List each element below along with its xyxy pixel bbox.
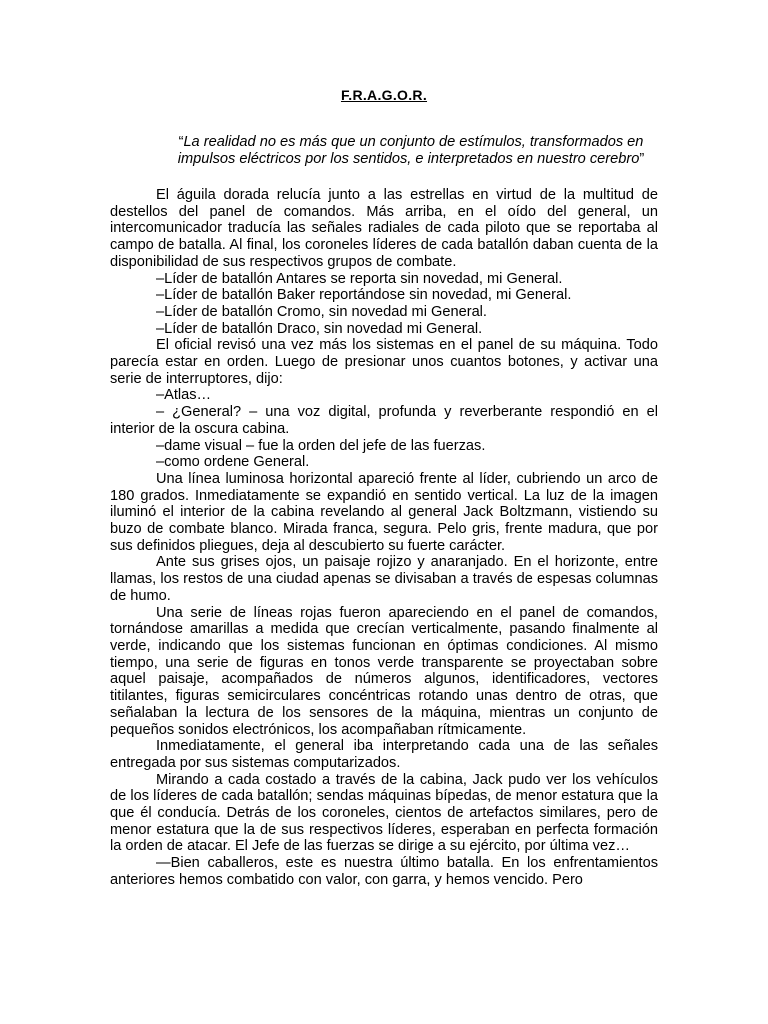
epigraph-text: La realidad no es más que un conjunto de estímulos, transformados en impulsos eléctricos por los sentidos, e interpretados en nuestro cerebro [177, 134, 644, 167]
dialogue-line: – ¿General? – una voz digital, profunda y reverberante respondió en el interior de la oscura cabina. [110, 404, 658, 437]
paragraph: Ante sus grises ojos, un paisaje rojizo y anaranjado. En el horizonte, entre llamas, los restos de una ciudad apenas se divisaban a través de espesas columnas de humo. [110, 554, 658, 604]
epigraph-open-quote: “ [178, 134, 184, 150]
epigraph-close-quote: ” [639, 151, 645, 167]
paragraph: Mirando a cada costado a través de la cabina, Jack pudo ver los vehículos de los líderes de cada batallón; sendas máquinas bípedas, de menor estatura que la que él conducía. Detrás de los coroneles, cientos de artefactos similares, pero de menor estatura que la de sus respectivos líderes, esperaban en perfecta formación la orden de atacar. El Jefe de las fuerzas se dirige a su ejército, por última vez… [110, 771, 658, 855]
paragraph: El oficial revisó una vez más los sistemas en el panel de su máquina. Todo parecía estar en orden. Luego de presionar unos cuantos botones, y activar una serie de interruptores, dijo: [110, 337, 658, 387]
paragraph: Una línea luminosa horizontal apareció frente al líder, cubriendo un arco de 180 grados. Inmediatamente se expandió en sentido vertical. La luz de la imagen iluminó el interior de la cabina revelando al general Jack Boltzmann, vistiendo su buzo de combate blanco. Mirada franca, segura. Pelo gris, frente madura, que por sus definidos pliegues, deja al descubierto su fuerte carácter. [110, 470, 658, 554]
dialogue-line: –Atlas… [156, 387, 212, 404]
dialogue-line: –Líder de batallón Cromo, sin novedad mi General. [156, 303, 487, 320]
story-body [110, 187, 658, 889]
paragraph: Inmediatamente, el general iba interpretando cada una de las señales entregada por sus sistemas computarizados. [110, 738, 658, 771]
dialogue-line: –dame visual – fue la orden del jefe de las fuerzas. [156, 437, 486, 454]
dialogue-line: –Líder de batallón Draco, sin novedad mi General. [156, 320, 483, 337]
epigraph-quote [163, 134, 659, 168]
dialogue-line: –Líder de batallón Baker reportándose sin novedad, mi General. [156, 287, 572, 304]
dialogue-line: –como ordene General. [156, 454, 310, 471]
document-title: F.R.A.G.O.R. [340, 87, 428, 103]
dialogue-line: –Líder de batallón Antares se reporta sin novedad, mi General. [156, 270, 563, 287]
paragraph: El águila dorada relucía junto a las estrellas en virtud de la multitud de destellos del panel de comandos. Más arriba, en el oído del general, un intercomunicador traducía las señales radiales de cada piloto que se reportaba al campo de batalla. Al final, los coroneles líderes de cada batallón daban cuenta de la disponibilidad de sus respectivos grupos de combate. [110, 187, 658, 270]
paragraph: Una serie de líneas rojas fueron apareciendo en el panel de comandos, tornándose amarillas a medida que crecían verticalmente, pasando finalmente al verde, indicando que los sistemas funcionan en óptimas condiciones. Al mismo tiempo, una serie de figuras en tonos verde transparente se proyectaban sobre aquel paisaje, acompañados de números algunos, identificadores, vectores titilantes, figuras semicirculares concéntricas rotando unas dentro de otras, que señalaban la lectura de los sensores de la máquina, mientras un conjunto de pequeños sonidos electrónicos, los acompañaban rítmicamente. [110, 604, 658, 738]
dialogue-line: —Bien caballeros, este es nuestra último batalla. En los enfrentamientos anteriores hemos combatido con valor, con garra, y hemos vencido. Pero [110, 855, 658, 888]
